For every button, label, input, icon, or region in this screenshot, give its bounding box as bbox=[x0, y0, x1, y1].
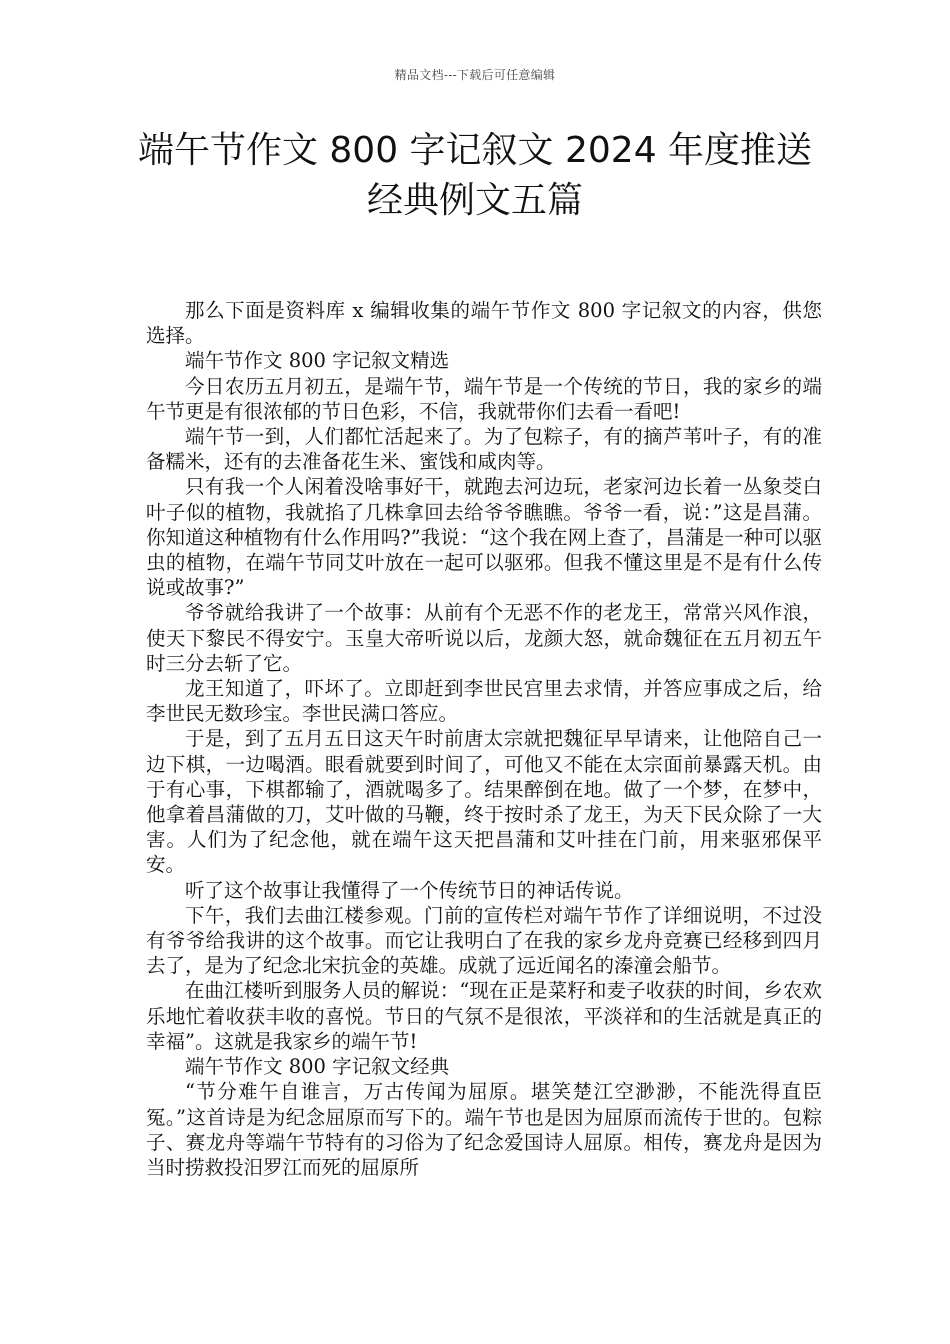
document-title bbox=[100, 126, 850, 226]
paragraph: 只有我一个人闲着没啥事好干，就跑去河边玩，老家河边长着一丛象茭白叶子似的植物，我就掐了几株拿回去给爷爷瞧瞧。爷爷一看，说：”这是昌蒲。你知道这种植物有什么作用吗?”我说：“这个我在网上查了，昌蒲是一种可以驱虫的植物，在端午节同艾叶放在一起可以驱邪。但我不懂这里是不是有什么传说或故事?” bbox=[146, 475, 822, 600]
document-title-line-2: 经典例文五篇 bbox=[366, 180, 583, 221]
paragraph: “节分难午自谁言，万古传闻为屈原。堪笑楚江空渺渺，不能洗得直臣冤。”这首诗是为纪念屈原而写下的。端午节也是因为屈原而流传于世的。包粽子、赛龙舟等端午节特有的习俗为了纪念爱国诗人屈原。相传，赛龙舟是因为当时捞救投汨罗江而死的屈原所 bbox=[146, 1080, 822, 1179]
section-heading-selected: 端午节作文 800 字记叙文精选 bbox=[185, 349, 450, 373]
section-heading-classic: 端午节作文 800 字记叙文经典 bbox=[185, 1055, 450, 1079]
paragraph: 爷爷就给我讲了一个故事：从前有个无恶不作的老龙王，常常兴风作浪，使天下黎民不得安宁。玉皇大帝听说以后，龙颜大怒，就命魏征在五月初五午时三分去斩了它。 bbox=[146, 601, 822, 675]
paragraph: 今日农历五月初五，是端午节，端午节是一个传统的节日，我的家乡的端午节更是有很浓郁的节日色彩，不信，我就带你们去看一看吧! bbox=[146, 374, 822, 423]
document-title-line-1: 端午节作文 800 字记叙文 2024 年度推送 bbox=[137, 130, 813, 171]
paragraph: 在曲江楼听到服务人员的解说：“现在正是菜籽和麦子收获的时间，乡农欢乐地忙着收获丰收的喜悦。节日的气氛不是很浓，平淡祥和的生活就是真正的幸福”。这就是我家乡的端午节! bbox=[146, 979, 822, 1053]
paragraph: 下午，我们去曲江楼参观。门前的宣传栏对端午节作了详细说明，不过没有爷爷给我讲的这个故事。而它让我明白了在我的家乡龙舟竞赛已经移到四月去了，是为了纪念北宋抗金的英雄。成就了远近闻名的溱潼会船节。 bbox=[146, 903, 822, 978]
paragraph: 龙王知道了，吓坏了。立即赶到李世民宫里去求情，并答应事成之后，给李世民无数珍宝。李世民满口答应。 bbox=[146, 677, 822, 726]
document-body bbox=[146, 298, 822, 1180]
paragraph: 于是，到了五月五日这天午时前唐太宗就把魏征早早请来，让他陪自己一边下棋，一边喝酒。眼看就要到时间了，可他又不能在太宗面前暴露天机。由于有心事，下棋都输了，酒就喝多了。结果醉倒在地。做了一个梦，在梦中，他拿着昌蒲做的刀，艾叶做的马鞭，终于按时杀了龙王，为天下民众除了一大害。人们为了纪念他，就在端午这天把昌蒲和艾叶挂在门前，用来驱邪保平安。 bbox=[146, 727, 822, 877]
paragraph: 听了这个故事让我懂得了一个传统节日的神话传说。 bbox=[185, 878, 634, 902]
paragraph-intro: 那么下面是资料库 x 编辑收集的端午节作文 800 字记叙文的内容，供您选择。 bbox=[146, 299, 822, 348]
paragraph: 端午节一到，人们都忙活起来了。为了包粽子，有的摘芦苇叶子，有的准备糯米，还有的去准备花生米、蜜饯和咸肉等。 bbox=[146, 425, 822, 474]
page-header-note: 精品文档---下载后可任意编辑 bbox=[394, 68, 556, 82]
